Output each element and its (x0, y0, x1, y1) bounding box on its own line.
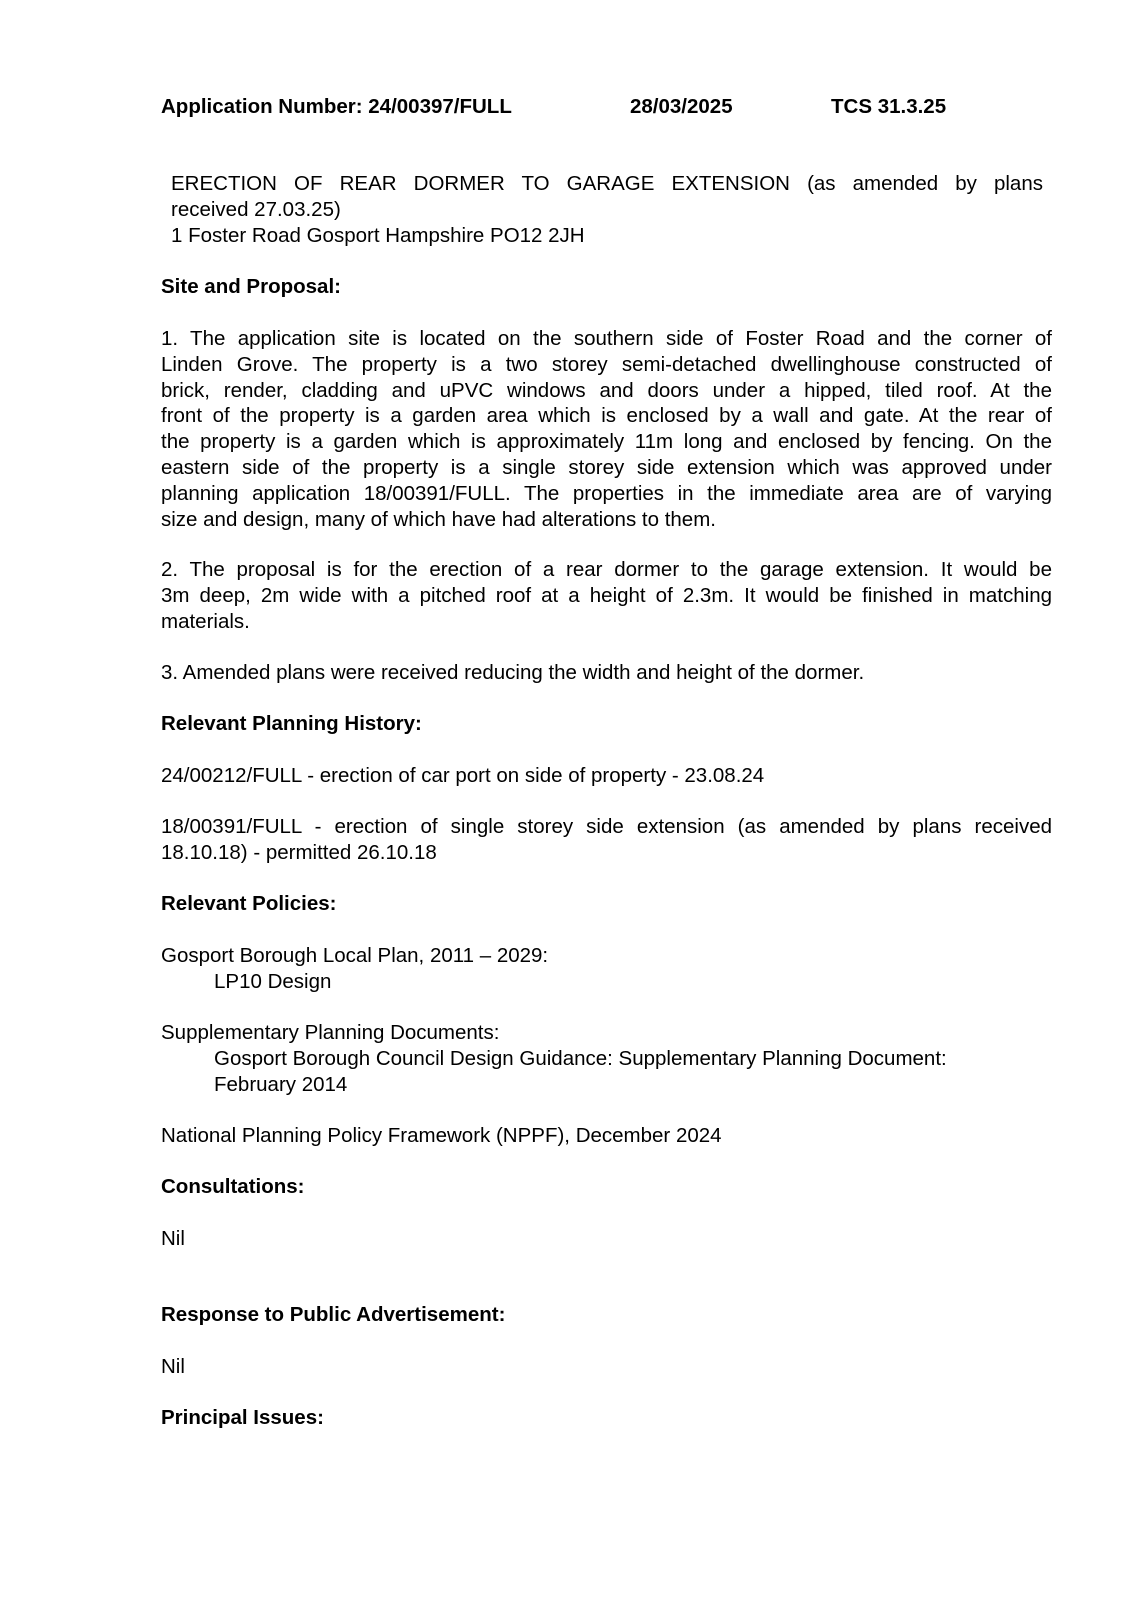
application-description (171, 171, 1043, 248)
site-address: 1 Foster Road Gosport Hampshire PO12 2JH (171, 223, 585, 247)
paragraph-line: front of the property is a garden area which is enclosed by a wall and gate. At the rear of (161, 404, 1052, 428)
supplementary-planning-documents (161, 1020, 1052, 1097)
policy-item: February 2014 (214, 1072, 348, 1096)
paragraph-line: materials. (161, 609, 250, 633)
paragraph-proposal (161, 557, 1052, 634)
paragraph-site-description (161, 326, 1052, 532)
paragraph-line: brick, render, cladding and uPVC windows and doors under a hipped, tiled roof. At the (161, 378, 1052, 402)
policy-item: LP10 Design (214, 969, 332, 993)
history-item (161, 763, 1052, 789)
section-heading-relevant-policies: Relevant Policies: (161, 892, 337, 915)
history-item-line: 18.10.18) - permitted 26.10.18 (161, 840, 437, 864)
paragraph-line: 3. Amended plans were received reducing the width and height of the dormer. (161, 661, 865, 684)
description-line: received 27.03.25) (171, 197, 341, 221)
section-heading-site-and-proposal: Site and Proposal: (161, 275, 341, 298)
paragraph-line: Linden Grove. The property is a two storey semi-detached dwellinghouse constructed of (161, 352, 1052, 376)
policy-item: Gosport Borough Council Design Guidance: Supplementary Planning Document: (214, 1046, 947, 1070)
local-plan-policies (161, 943, 1052, 995)
paragraph-amendments (161, 660, 1052, 686)
history-item-line: 24/00212/FULL - erection of car port on side of property - 23.08.24 (161, 764, 765, 787)
history-item-line: 18/00391/FULL - erection of single storey side extension (as amended by plans received (161, 815, 1052, 838)
officer-reference: TCS 31.3.25 (831, 95, 947, 118)
paragraph-line: 2. The proposal is for the erection of a rear dormer to the garage extension. It would be (161, 558, 1052, 581)
paragraph-line: planning application 18/00391/FULL. The properties in the immediate area are of varying (161, 481, 1052, 505)
paragraph-line: eastern side of the property is a single storey side extension which was approved under (161, 455, 1052, 479)
section-heading-planning-history: Relevant Planning History: (161, 712, 422, 735)
paragraph-line: 1. The application site is located on the southern side of Foster Road and the corner of (161, 327, 1052, 350)
nppf-reference: National Planning Policy Framework (NPPF), December 2024 (161, 1124, 722, 1147)
paragraph-line: the property is a garden which is approximately 11m long and enclosed by fencing. On the (161, 430, 1052, 454)
spd-title: Supplementary Planning Documents: (161, 1021, 500, 1044)
description-line: ERECTION OF REAR DORMER TO GARAGE EXTENSION (as amended by plans (171, 172, 1043, 195)
paragraph-line: size and design, many of which have had alterations to them. (161, 507, 716, 531)
paragraph-line: 3m deep, 2m wide with a pitched roof at a height of 2.3m. It would be finished in matching (161, 583, 1052, 607)
section-heading-public-advertisement: Response to Public Advertisement: (161, 1303, 506, 1326)
section-heading-principal-issues: Principal Issues: (161, 1406, 324, 1429)
public-advertisement-text: Nil (161, 1355, 185, 1378)
report-date: 28/03/2025 (630, 95, 733, 118)
consultations-text: Nil (161, 1227, 185, 1250)
history-item (161, 814, 1052, 866)
local-plan-title: Gosport Borough Local Plan, 2011 – 2029: (161, 944, 549, 967)
section-heading-consultations: Consultations: (161, 1175, 305, 1198)
application-number: Application Number: 24/00397/FULL (161, 95, 512, 118)
